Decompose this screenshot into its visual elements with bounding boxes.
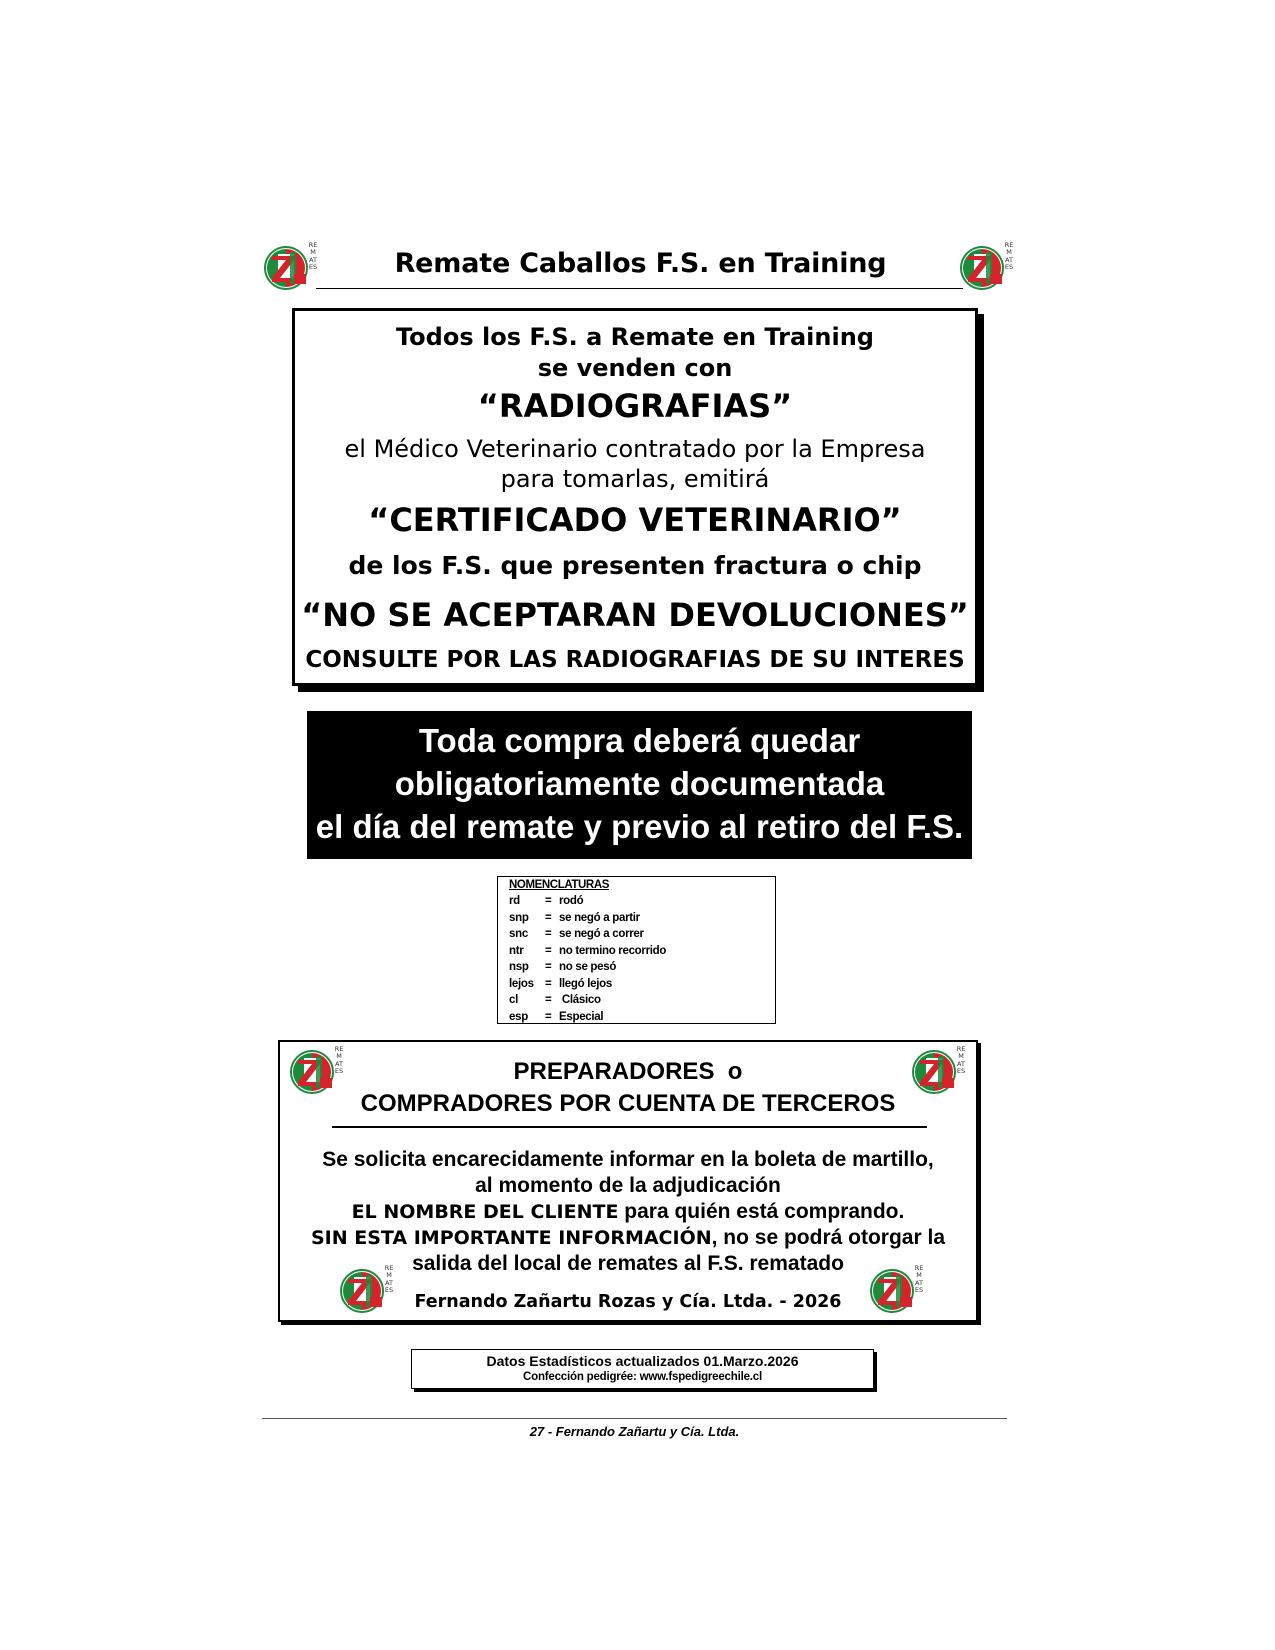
nomenclature-abbr: snc	[509, 928, 528, 940]
nomenclature-eq: =	[545, 911, 552, 924]
logo-side-text: REMATES	[1004, 241, 1014, 272]
company-logo-left	[264, 241, 318, 292]
page-footer: 27 - Fernando Zañartu y Cía. Ltda.	[529, 1424, 740, 1439]
footer-rule	[262, 1418, 1007, 1419]
notice-text: , no se podrá otorgar la	[711, 1226, 945, 1249]
logo-side-text: REMATES	[334, 1045, 344, 1076]
logo-side-text: REMATES	[384, 1264, 394, 1295]
notice-line: de los F.S. que presenten fractura o chip	[348, 551, 922, 580]
nomenclature-row	[509, 945, 769, 961]
nomenclature-eq: =	[545, 928, 552, 940]
logo-side-text: REMATES	[308, 241, 318, 272]
nomenclature-desc: Especial	[559, 1010, 604, 1023]
nomenclature-table	[497, 876, 776, 1024]
nomenclature-eq: =	[545, 994, 552, 1006]
nomenclature-abbr: lejos	[509, 977, 534, 990]
banner-line: obligatoriamente documentada	[394, 765, 885, 802]
nomenclature-eq: =	[545, 977, 552, 990]
nomenclature-desc: no se pesó	[559, 961, 617, 973]
nomenclature-desc: llegó lejos	[559, 977, 612, 990]
purchase-documentation-banner	[307, 711, 972, 859]
radiografias-notice-box	[292, 308, 978, 686]
nomenclature-row	[509, 1011, 769, 1027]
nomenclature-row	[509, 961, 769, 977]
banner-line: el día del remate y previo al retiro del F.S.	[315, 808, 964, 845]
notice-heading: COMPRADORES POR CUENTA DE TERCEROS	[360, 1090, 896, 1117]
nomenclature-eq: =	[545, 944, 552, 957]
nomenclature-abbr: nsp	[509, 961, 529, 973]
nomenclature-abbr: rd	[509, 895, 520, 907]
nomenclature-row	[509, 912, 769, 928]
stats-updated-date: Datos Estadísticos actualizados 01.Marzo.2026	[486, 1353, 799, 1369]
company-logo-right	[960, 241, 1014, 292]
nomenclature-abbr: cl	[509, 994, 518, 1006]
logo-side-text: REMATES	[956, 1045, 966, 1076]
heading-underline	[332, 1126, 927, 1128]
notice-line: para tomarlas, emitirá	[500, 465, 770, 493]
nomenclature-desc: se negó a partir	[559, 911, 640, 924]
notice-emphasis: “CERTIFICADO VETERINARIO”	[368, 501, 902, 539]
notice-emphasis: “RADIOGRAFIAS”	[477, 387, 793, 425]
notice-line: el Médico Veterinario contratado por la Empresa	[344, 435, 926, 463]
notice-line	[280, 1200, 976, 1224]
notice-line: Todos los F.S. a Remate en Training	[396, 323, 874, 351]
nomenclature-row	[509, 928, 769, 944]
notice-emphasis: “NO SE ACEPTARAN DEVOLUCIONES”	[301, 596, 969, 634]
nomenclature-desc: se negó a correr	[559, 928, 644, 940]
nomenclature-eq: =	[545, 895, 552, 907]
nomenclature-row	[509, 895, 769, 911]
nomenclature-desc: no termino recorrido	[559, 944, 667, 957]
nomenclature-eq: =	[545, 1010, 552, 1023]
client-name-emphasis: EL NOMBRE DEL CLIENTE	[351, 1201, 619, 1223]
notice-line: se venden con	[537, 354, 733, 382]
banner-line: Toda compra deberá quedar	[418, 722, 861, 759]
title-underline	[316, 288, 963, 289]
notice-text: para quién está comprando.	[618, 1200, 905, 1223]
notice-line: salida del local de remates al F.S. rematado	[412, 1252, 844, 1275]
nomenclature-row	[509, 994, 769, 1010]
notice-line	[280, 1226, 976, 1250]
page-title: Remate Caballos F.S. en Training	[394, 248, 887, 279]
nomenclature-desc: rodó	[559, 895, 584, 907]
notice-line: al momento de la adjudicación	[475, 1174, 781, 1197]
important-info-emphasis: SIN ESTA IMPORTANTE INFORMACIÓN	[311, 1227, 712, 1249]
pedigree-website: Confección pedigrée: www.fspedigreechile.cl	[523, 1371, 762, 1383]
preparadores-notice-box	[278, 1040, 978, 1322]
nomenclature-desc: Clásico	[559, 994, 601, 1006]
logo-side-text: REMATES	[914, 1264, 924, 1295]
notice-heading: PREPARADORES o	[513, 1058, 743, 1085]
notice-line: Se solicita encarecidamente informar en la boleta de martillo,	[322, 1148, 934, 1171]
statistics-info-box	[411, 1349, 874, 1389]
nomenclature-abbr: ntr	[509, 944, 524, 957]
notice-line: CONSULTE POR LAS RADIOGRAFIAS DE SU INTERES	[305, 647, 965, 673]
nomenclature-eq: =	[545, 961, 552, 973]
nomenclature-abbr: esp	[509, 1010, 528, 1023]
nomenclature-row	[509, 978, 769, 994]
company-signature: Fernando Zañartu Rozas y Cía. Ltda. - 2026	[414, 1292, 842, 1312]
nomenclature-title: NOMENCLATURAS	[509, 879, 609, 891]
nomenclature-abbr: snp	[509, 911, 529, 924]
